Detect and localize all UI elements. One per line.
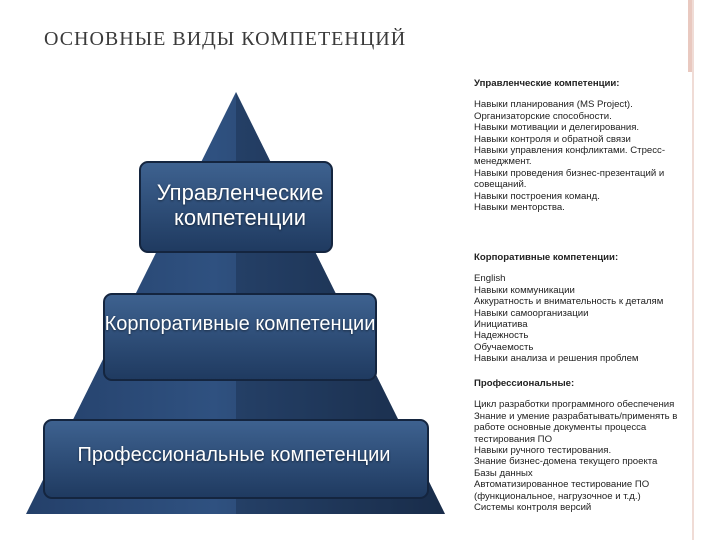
list-item: Аккуратность и внимательность к деталям (474, 296, 664, 308)
list-item: Базы данных (474, 467, 533, 479)
list-item: English (474, 273, 506, 285)
list-item: Навыки построения команд. (474, 190, 600, 202)
slide-title: ОСНОВНЫЕ ВИДЫ КОМПЕТЕНЦИЙ (44, 28, 407, 50)
list-item: Навыки менторства. (474, 202, 565, 214)
list-item: Инициатива (474, 319, 528, 331)
list-item: Навыки ручного тестирования. (474, 445, 612, 457)
list-item: Автоматизированное тестирование ПО (функциональное, нагрузочное и т.д.) (474, 479, 650, 502)
list-item: Навыки проведения бизнес-презентаций и совещаний. (474, 167, 665, 191)
tier-top-label: Управленческие компетенции (156, 180, 324, 231)
tier-middle-box (104, 294, 376, 380)
list-item: Навыки контроля и обратной связи (474, 133, 631, 145)
list-item: Навыки анализа и решения проблем (474, 353, 639, 365)
list-item: Навыки мотивации и делегирования. (474, 122, 640, 134)
list-item: Системы контроля версий (474, 502, 592, 514)
professional-section-title: Профессиональные: (474, 378, 575, 389)
tier-middle-label: Корпоративные компетенции (104, 313, 376, 335)
list-item: Навыки коммуникации (474, 284, 575, 296)
professional-section (474, 378, 686, 513)
list-item: Цикл разработки программного обеспечения (474, 399, 675, 411)
management-section (474, 78, 686, 213)
corporate-section-title: Корпоративные компетенции: (474, 252, 619, 263)
list-item: Навыки управления конфликтами. Стресс-менеджмент. (474, 145, 666, 168)
corporate-section (474, 252, 686, 365)
list-item: Знание и умение разрабатывать/применять в работе основные документы процесса тестирования ПО (474, 410, 678, 445)
management-section-title: Управленческие компетенции: (474, 78, 620, 89)
list-item: Навыки планирования (MS Project). (474, 99, 633, 111)
list-item: Обучаемость (474, 341, 534, 353)
tier-bottom-label: Профессиональные компетенции (77, 444, 391, 466)
list-item: Навыки самоорганизации (474, 307, 589, 319)
list-item: Организаторские способности. (474, 110, 612, 122)
list-item: Знание бизнес-домена текущего проекта (474, 456, 658, 468)
list-item: Надежность (474, 330, 529, 342)
